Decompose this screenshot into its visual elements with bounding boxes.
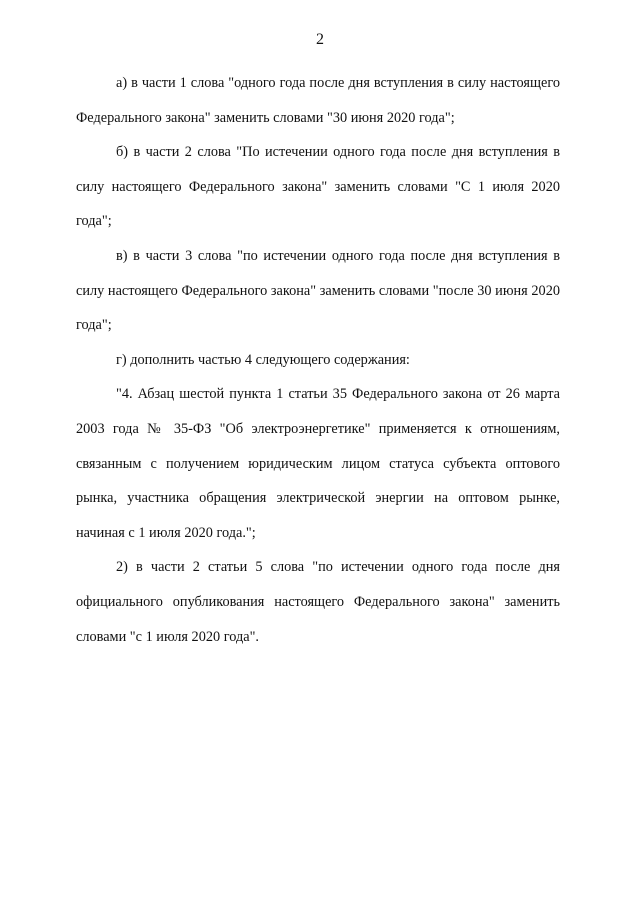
paragraph-amend-article-5: 2) в части 2 статьи 5 слова "по истечении одного года после дня официального опубликования настоящего Федерального закона" заменить словами "с 1 июля 2020 года". — [76, 559, 560, 645]
page-number: 2 — [316, 31, 324, 48]
paragraph-amend-part-1: а) в части 1 слова "одного года после дня вступления в силу настоящего Федерального закона" заменить словами "30 июня 2020 года"; — [76, 75, 560, 126]
paragraph-amend-part-2: б) в части 2 слова "По истечении одного года после дня вступления в силу настоящего Федерального закона" заменить словами "С 1 июля 2020 года"; — [76, 144, 560, 230]
document-body — [76, 66, 560, 654]
paragraph-add-part-4: г) дополнить частью 4 следующего содержания: — [116, 351, 410, 368]
paragraph-new-part-4-text: "4. Абзац шестой пункта 1 статьи 35 Федерального закона от 26 марта 2003 года № 35-ФЗ "Об электроэнергетике" применяется к отношениям, связанным с получением юридическим лицом статуса субъекта оптового рынка, участника обращения электрической энергии на оптовом рынке, начиная с 1 июля 2020 года."; — [76, 386, 560, 541]
paragraph-amend-part-3: в) в части 3 слова "по истечении одного года после дня вступления в силу настоящего Федерального закона" заменить словами "после 30 июня 2020 года"; — [76, 247, 560, 334]
